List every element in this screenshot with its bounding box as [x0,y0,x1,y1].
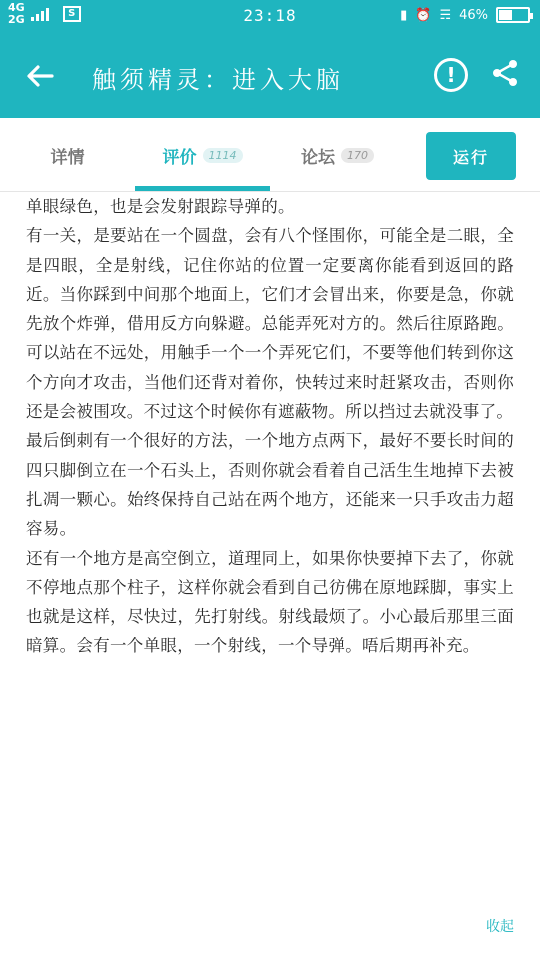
active-tab-indicator [135,186,270,191]
app-bar [0,34,540,118]
tab-forum[interactable] [270,118,405,192]
battery-icon [496,7,530,23]
status-bar [0,0,540,34]
share-button[interactable] [490,58,524,92]
tab-label: 论坛 [301,147,335,168]
alarm-icon: ⏰ [415,7,432,23]
network-type-2g: 2G [8,13,25,26]
page-title: 触须精灵：进入大脑 [92,66,344,94]
tab-count: 1114 [203,148,243,163]
arrow-left-icon [26,64,54,88]
exclamation-circle-icon: ! [446,63,456,87]
network-type-4g: 4G [8,1,25,14]
run-button[interactable]: 运行 [426,132,516,180]
collapse-link[interactable]: 收起 [486,919,514,935]
tab-label: 评价 [162,147,197,168]
review-paragraph: 还有一个地方是高空倒立，道理同上，如果你快要掉下去了，你就不停地点那个柱子，这样你就会看到自己彷佛在原地踩脚，事实上也就是这样，尽快过，先打射线。射线最烦了。小心最后那里三面暗算。会有一个单眼，一个射线，一个导弹。唔后期再补充。 [26,548,514,656]
back-button[interactable] [18,56,62,96]
tab-count: 170 [341,148,374,163]
status-right [400,7,530,23]
battery-saver-icon: ▮ [400,7,408,23]
tab-bar [0,118,540,192]
tab-label: 详情 [50,147,85,168]
wifi-icon: ☴ [439,7,452,23]
battery-percent: 46% [459,7,488,23]
review-paragraph: 有一关，是要站在一个圆盘，会有八个怪围你，可能全是二眼，全是四眼，全是射线，记住你站的位置一定要离你能看到返回的路近。当你踩到中间那个地面上，它们才会冒出来，你要是急，你就先放个炸弹，借用反方向躲避。总能弄死对方的。然后往原路跑。可以站在不远处，用触手一个一个弄死它们，不要等他们转到你这个方向才攻击，当他们还背对着你，快转过来时赶紧攻击，否则你还是会被围攻。不过这个时候你有遮蔽物。所以挡过去就没事了。 [26,226,514,422]
status-time: 23:18 [243,6,297,25]
battery-fill [499,10,512,20]
report-button[interactable] [434,58,468,92]
review-content [26,192,514,661]
review-paragraph: 最后倒刺有一个很好的方法，一个地方点两下，最好不要长时间的四只脚倒立在一个石头上，否则你就会看着自己活生生地掉下去被扎凋一颗心。始终保持自己站在两个地方，还能来一只手攻击力超容易。 [26,431,514,539]
screenshot-notification-icon: S [63,6,81,22]
tab-reviews[interactable] [135,118,270,192]
review-paragraph: 单眼绿色，也是会发射跟踪导弹的。 [26,197,295,216]
share-icon [490,58,520,88]
tab-details[interactable] [0,118,135,192]
